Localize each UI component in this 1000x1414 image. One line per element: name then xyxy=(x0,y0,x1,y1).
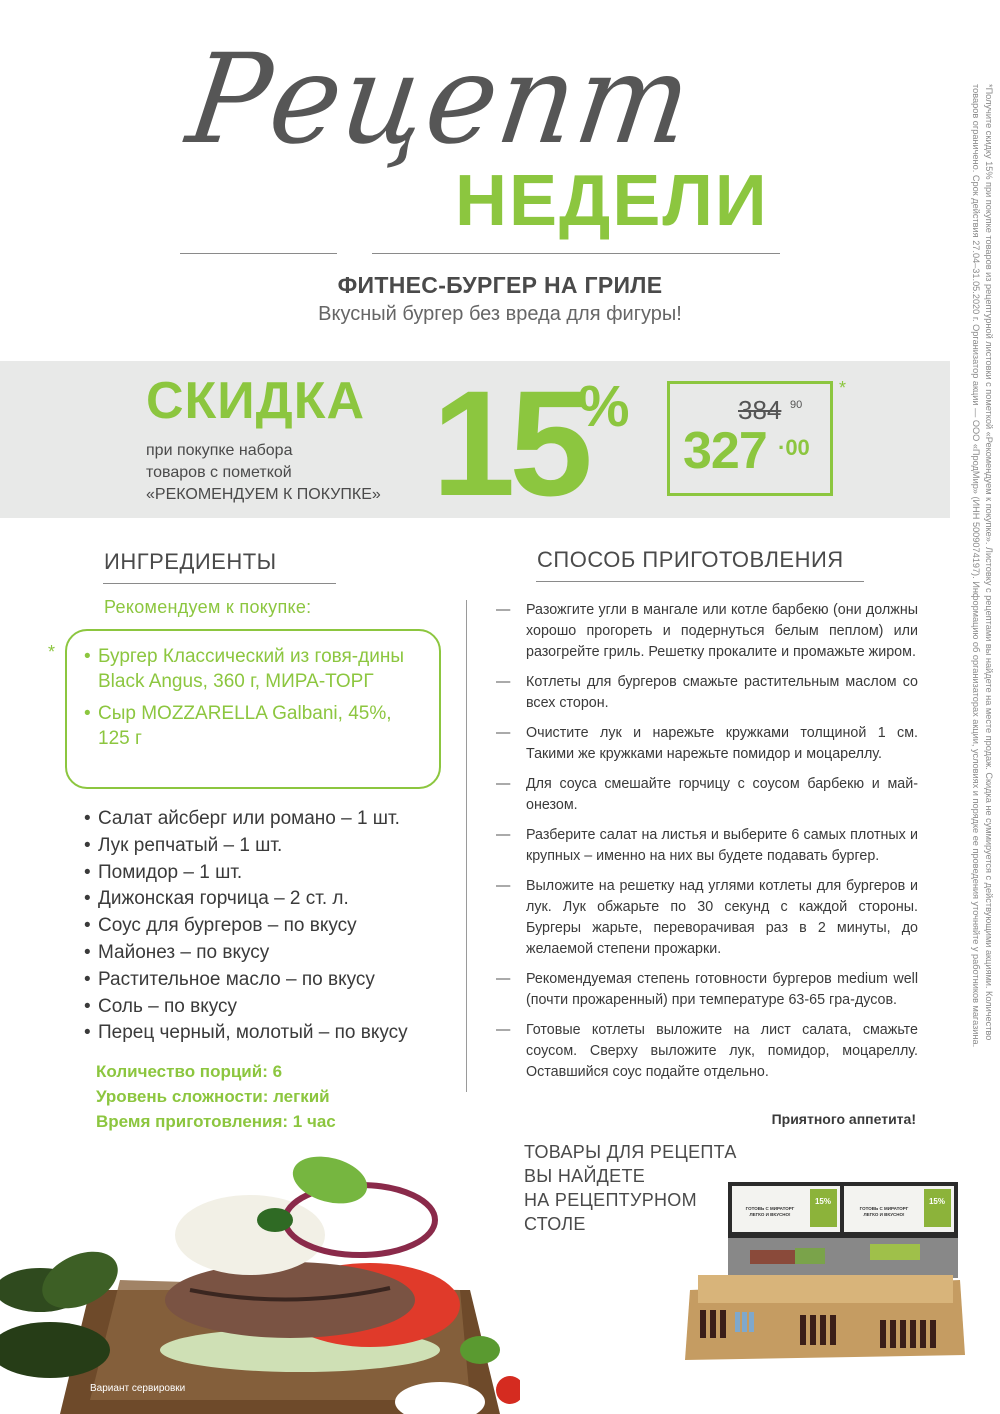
ingredients-rule xyxy=(103,583,336,584)
recipe-meta xyxy=(96,1059,336,1134)
method-heading: СПОСОБ ПРИГОТОВЛЕНИЯ xyxy=(537,547,844,572)
sign-percent: 15% xyxy=(928,1197,946,1206)
ingredients-heading: ИНГРЕДИЕНТЫ xyxy=(104,549,277,574)
percent-sign: % xyxy=(578,374,630,439)
method-step xyxy=(496,1020,918,1083)
dash-icon: — xyxy=(496,971,511,987)
display-crate-row xyxy=(698,1275,953,1303)
legal-footnote xyxy=(955,84,995,1084)
ingredient-item: • Соль – по вкусу xyxy=(84,994,408,1021)
store-callout-line: ВЫ НАЙДЕТЕ xyxy=(524,1166,646,1186)
ingredient-item: • Лук репчатый – 1 шт. xyxy=(84,833,408,860)
ingredient-item: • Майонез – по вкусу xyxy=(84,940,408,967)
recommended-item: • Сыр MOZZARELLA Galbani, 45%, 125 г xyxy=(84,701,424,751)
step-text: Разберите салат на листья и выберите 6 самых плотных и крупных – именно на них вы будете подавать бургер. xyxy=(526,827,918,864)
column-divider xyxy=(466,600,467,1092)
footnote-line: *Получите скидку 15% при покупке товаров из рецептурной листовки с пометкой «Рекомендуем к покупке». Листовку с рецептами вы найдете на месте продаж. Скидка не суммируется с действующими акциями. Количество xyxy=(984,84,994,1041)
store-callout-line: ТОВАРЫ ДЛЯ РЕЦЕПТА xyxy=(524,1142,737,1162)
recommended-label: Рекомендуем к покупке: xyxy=(104,597,312,617)
step-text: Для соуса смешайте горчицу с соусом барбекю и май-онезом. xyxy=(526,776,918,813)
title-divider-right xyxy=(372,253,780,254)
ingredient-item: • Соус для бургеров – по вкусу xyxy=(84,913,408,940)
recommended-item: • Бургер Классический из говя-дины Black Angus, 360 г, МИРА-ТОРГ xyxy=(84,644,424,694)
dash-icon: — xyxy=(496,776,511,792)
method-step xyxy=(496,774,918,816)
store-callout-line: НА РЕЦЕПТУРНОМ xyxy=(524,1190,697,1210)
recommended-list xyxy=(84,644,424,758)
discount-percent-value: 15 xyxy=(432,359,587,527)
servings: Количество порций: 6 xyxy=(96,1062,283,1081)
sign-subtitle: ЛЕГКО И ВКУСНО! xyxy=(749,1212,791,1217)
recipe-subtitle: Вкусный бургер без вреда для фигуры! xyxy=(318,303,682,325)
ingredient-item: • Салат айсберг или романо – 1 шт. xyxy=(84,806,408,833)
dash-icon: — xyxy=(496,725,511,741)
title-divider-left xyxy=(180,253,337,254)
closing-text: Приятного аппетита! xyxy=(771,1111,916,1127)
ingredient-item: • Помидор – 1 шт. xyxy=(84,860,408,887)
sign-title: ГОТОВЬ С МИРАТОРГ xyxy=(859,1206,909,1211)
old-price: 384 xyxy=(738,395,782,425)
method-step xyxy=(496,600,918,663)
discount-label: СКИДКА xyxy=(146,372,366,430)
ingredient-item: • Растительное масло – по вкусу xyxy=(84,967,408,994)
method-steps xyxy=(496,600,918,1092)
display-greens xyxy=(870,1244,920,1260)
discount-desc-line: товаров с пометкой xyxy=(146,464,292,481)
display-water xyxy=(735,1312,754,1332)
difficulty: Уровень сложности: легкий xyxy=(96,1087,330,1106)
step-text: Рекомендуемая степень готовности бургеров medium well (почти прожаренный) при температуре 63-65 гра-дусов. xyxy=(526,971,918,1008)
method-step xyxy=(496,723,918,765)
method-step xyxy=(496,969,918,1011)
mozzarella-slice xyxy=(175,1195,325,1275)
discount-desc-line: «РЕКОМЕНДУЕМ К ПОКУПКЕ» xyxy=(146,486,381,503)
step-text: Разожгите угли в мангале или котле барбекю (они должны хорошо прогореть и подернуться белым пеплом) или разогрейте гриль. Решетку прокалите и промажьте жиром. xyxy=(526,602,918,660)
cook-time: Время приготовления: 1 час xyxy=(96,1112,336,1131)
step-text: Очистите лук и нарежьте кружками толщиной 1 см. Такими же кружками нарежьте помидор и моцареллу. xyxy=(526,725,918,762)
new-price-cents: ·00 xyxy=(778,435,810,460)
method-step xyxy=(496,672,918,714)
method-step xyxy=(496,876,918,960)
photo-caption: Вариант сервировки xyxy=(90,1383,186,1394)
discount-description xyxy=(146,440,381,506)
step-text: Выложите на решетку над углями котлеты для бургеров и лук. Лук обжарьте по 30 секунд с каждой стороны. Бургеры жарьте, переворачивая раз в 2 минуты, до желаемой степени прожарки. xyxy=(526,878,918,957)
store-callout-line: СТОЛЕ xyxy=(524,1214,586,1234)
dash-icon: — xyxy=(496,1022,511,1038)
dash-icon: — xyxy=(496,827,511,843)
sign-badge-right xyxy=(924,1189,951,1227)
recipe-name: ФИТНЕС-БУРГЕР НА ГРИЛЕ xyxy=(337,272,663,298)
old-price-cents: 90 xyxy=(790,399,803,411)
store-display-photo xyxy=(680,1180,980,1370)
dash-icon: — xyxy=(496,674,511,690)
new-price: 327 xyxy=(683,422,767,480)
display-greens xyxy=(795,1248,825,1264)
step-text: Котлеты для бургеров смажьте растительным маслом со всех сторон. xyxy=(526,674,918,711)
method-rule xyxy=(536,581,864,582)
ingredient-item: • Перец черный, молотый – по вкусу xyxy=(84,1020,408,1047)
dash-icon: — xyxy=(496,602,511,618)
ingredients-list xyxy=(84,806,408,1047)
footnote-line: товаров ограничено. Срок действия 27.04–31.05.2020 г. Организатор акции — ООО «ПродМир» (ИНН 5009074197). Информацию об организаторах акции, условиях и порядке ее проведения уточняйте у работников магазина. xyxy=(971,84,981,1048)
basil-leaf xyxy=(257,1208,293,1232)
burger-photo xyxy=(0,1140,520,1414)
discount-desc-line: при покупке набора xyxy=(146,442,293,459)
script-title: Рецепт xyxy=(179,26,702,172)
dash-icon: — xyxy=(496,878,511,894)
ingredient-item: • Дижонская горчица – 2 ст. л. xyxy=(84,886,408,913)
step-text: Готовые котлеты выложите на лист салата, смажьте соусом. Сверху выложите лук, помидор, моцареллу. Оставшийся соус подайте отдельно. xyxy=(526,1022,918,1080)
method-step xyxy=(496,825,918,867)
asterisk-icon: * xyxy=(48,642,56,662)
sign-badge-left xyxy=(810,1189,837,1227)
sign-subtitle: ЛЕГКО И ВКУСНО! xyxy=(863,1212,905,1217)
title-accent: НЕДЕЛИ xyxy=(455,161,769,241)
sign-percent: 15% xyxy=(814,1197,832,1206)
asterisk-icon: * xyxy=(839,378,847,398)
basil-leaf xyxy=(460,1336,500,1364)
cherry-tomato xyxy=(496,1376,520,1404)
sign-title: ГОТОВЬ С МИРАТОРГ xyxy=(745,1206,795,1211)
